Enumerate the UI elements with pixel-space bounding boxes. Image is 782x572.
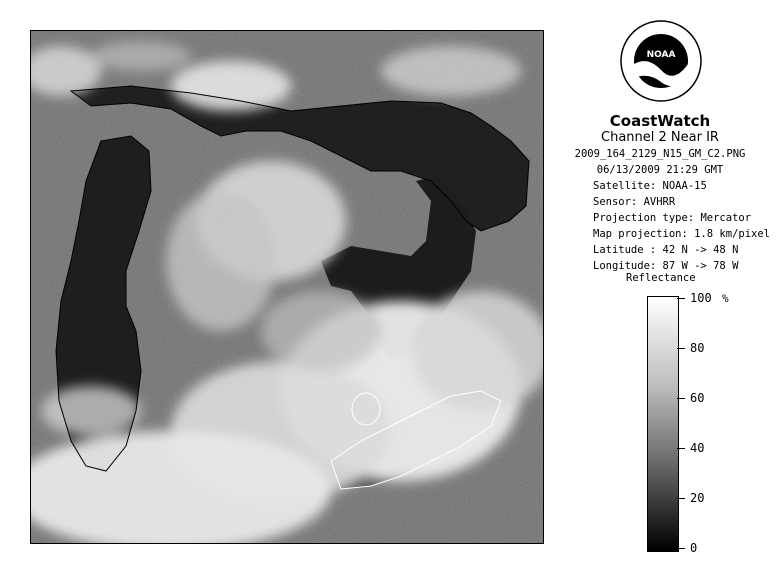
title: CoastWatch: [609, 112, 711, 130]
great-lakes-map: [31, 31, 543, 543]
colorbar-tick-label: 100: [690, 291, 712, 305]
colorbar-tick-label: 80: [690, 341, 705, 355]
colorbar-tick-label: 0: [690, 541, 698, 555]
colorbar-tick: [677, 348, 685, 349]
colorbar-tick: [677, 448, 685, 449]
colorbar-tick: [677, 298, 685, 299]
sensor: Sensor: AVHRR: [593, 196, 676, 208]
colorbar: [647, 296, 679, 552]
colorbar-unit: %: [722, 292, 729, 305]
filename: 2009_164_2129_N15_GM_C2.PNG: [574, 148, 746, 160]
colorbar-tick-label: 20: [690, 491, 705, 505]
colorbar-tick-label: 60: [690, 391, 705, 405]
colorbar-tick: [677, 548, 685, 549]
colorbar-tick: [677, 498, 685, 499]
subtitle: Channel 2 Near IR: [601, 130, 719, 145]
colorbar-title: Reflectance: [626, 272, 696, 284]
projection-type: Projection type: Mercator: [593, 212, 752, 224]
satellite-image: [30, 30, 544, 544]
colorbar-tick-label: 40: [690, 441, 705, 455]
longitude: Longitude: 87 W -> 78 W: [593, 260, 739, 272]
latitude: Latitude : 42 N -> 48 N: [593, 244, 739, 256]
logo-text: NOAA: [646, 50, 676, 60]
colorbar-tick: [677, 398, 685, 399]
satellite: Satellite: NOAA-15: [593, 180, 707, 192]
noaa-logo-icon: [620, 20, 702, 102]
map-projection: Map projection: 1.8 km/pixel: [593, 228, 771, 240]
datetime: 06/13/2009 21:29 GMT: [596, 164, 724, 176]
